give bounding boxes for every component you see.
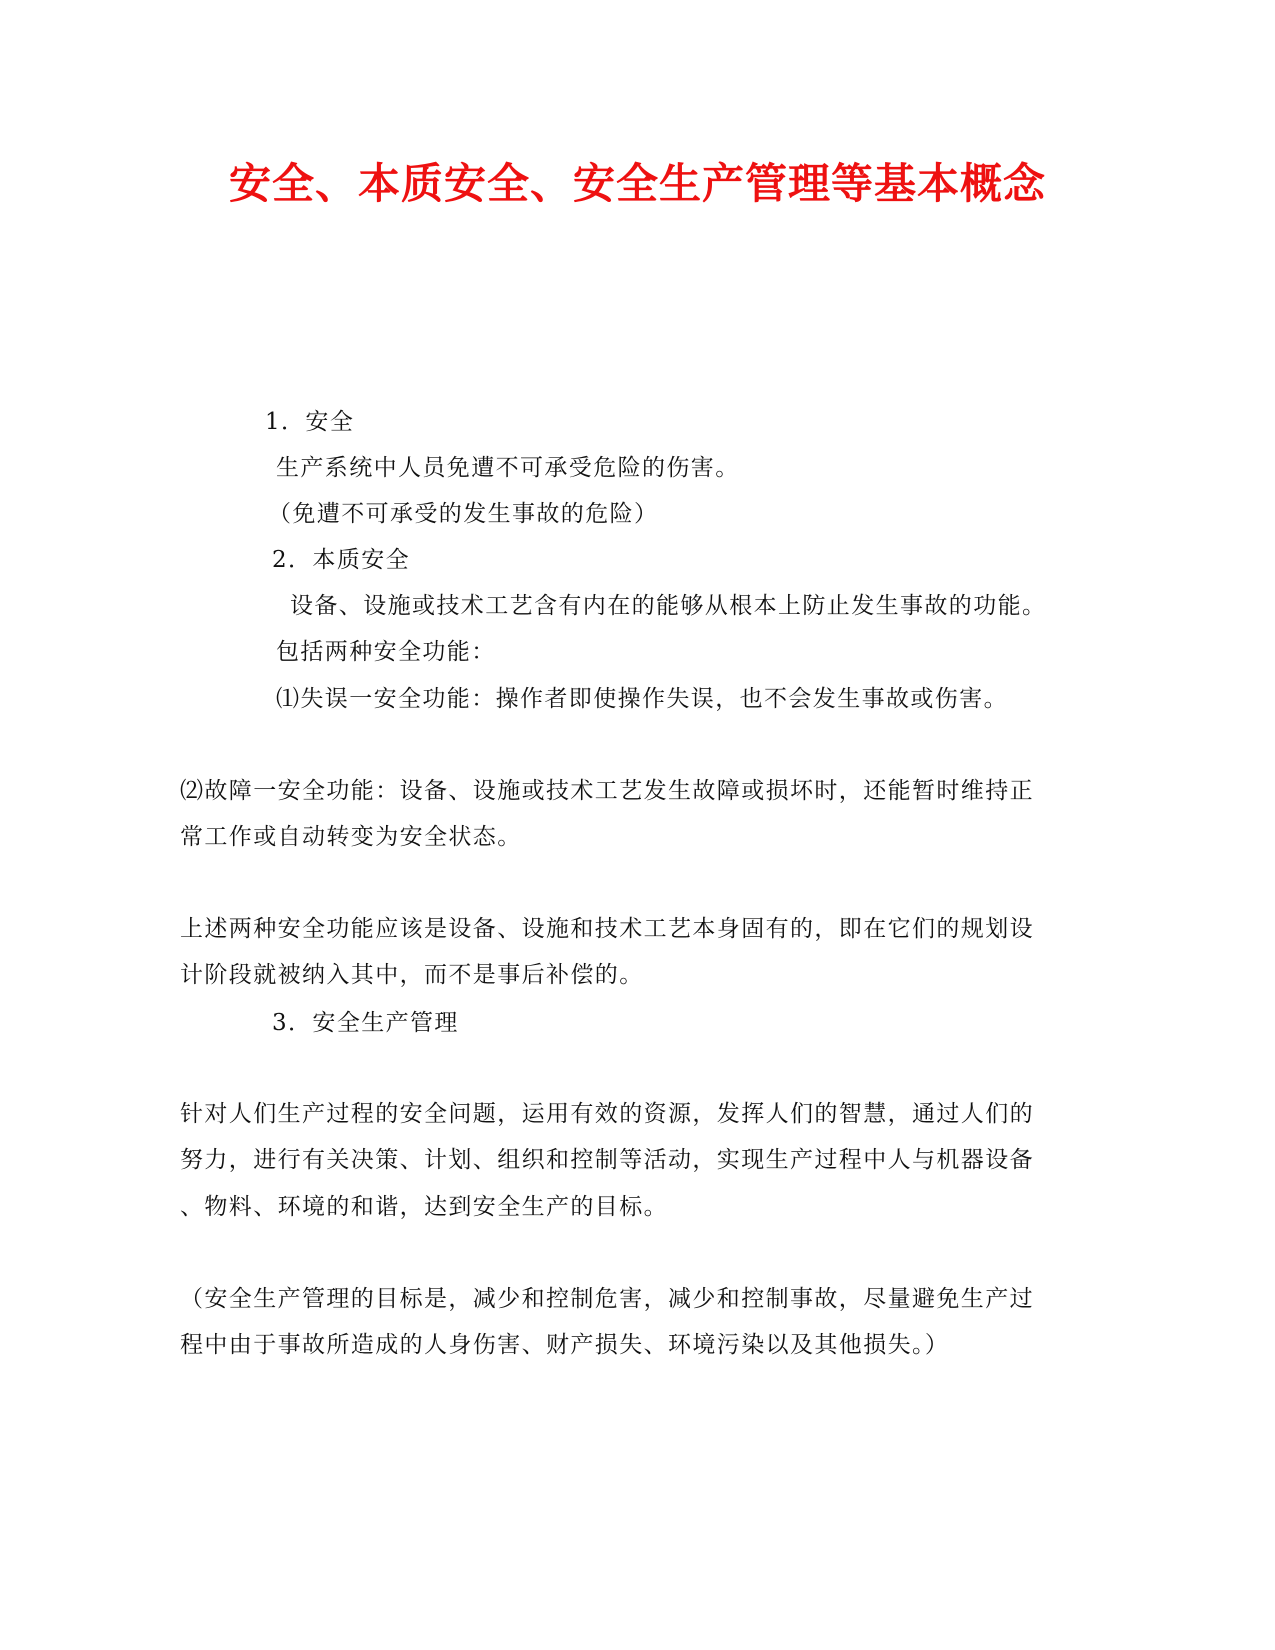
paragraph-line: ⑴失误一安全功能：操作者即使操作失误，也不会发生事故或伤害。: [276, 686, 1008, 712]
paragraph-line: 设备、设施或技术工艺含有内在的能够从根本上防止发生事故的功能。: [290, 593, 1047, 619]
paragraph-line: 努力，进行有关决策、计划、组织和控制等活动，实现生产过程中人与机器设备: [180, 1147, 1034, 1173]
section-heading-safety: 1．安全: [265, 409, 355, 435]
section-heading-safety-management: 3．安全生产管理: [272, 1010, 459, 1036]
paragraph-line: 、物料、环境的和谐，达到安全生产的目标。: [180, 1194, 668, 1220]
paragraph-line: （安全生产管理的目标是，减少和控制危害，减少和控制事故，尽量避免生产过: [180, 1286, 1034, 1312]
paragraph-line: 常工作或自动转变为安全状态。: [180, 824, 522, 850]
paragraph-line: 包括两种安全功能：: [276, 639, 496, 665]
paragraph-line: 程中由于事故所造成的人身伤害、财产损失、环境污染以及其他损失。）: [180, 1332, 950, 1358]
paragraph-line: ⑵故障一安全功能：设备、设施或技术工艺发生故障或损坏时，还能暂时维持正: [180, 778, 1034, 804]
paragraph-line: 上述两种安全功能应该是设备、设施和技术工艺本身固有的，即在它们的规划设: [180, 916, 1034, 942]
paragraph-line: 生产系统中人员免遭不可承受危险的伤害。: [276, 455, 740, 481]
paragraph-line: 针对人们生产过程的安全问题，运用有效的资源，发挥人们的智慧，通过人们的: [180, 1101, 1034, 1127]
paragraph-line: （免遭不可承受的发生事故的危险）: [268, 501, 659, 527]
paragraph-line: 计阶段就被纳入其中，而不是事后补偿的。: [180, 962, 644, 988]
document-title: 安全、本质安全、安全生产管理等基本概念: [228, 159, 1046, 208]
section-heading-inherent-safety: 2．本质安全: [272, 547, 411, 573]
